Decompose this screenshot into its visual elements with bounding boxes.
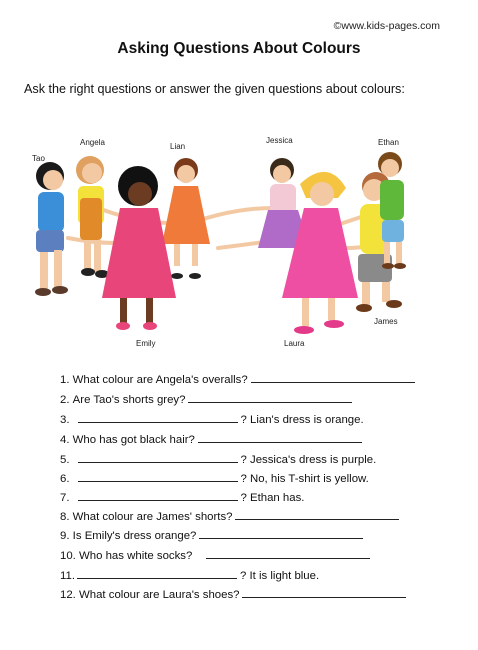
answer-blank[interactable] [206,548,370,559]
question-text: Who has got black hair? [72,434,195,446]
label-lian: Lian [170,142,186,151]
children-circle-illustration [28,128,438,353]
child-emily [102,166,176,330]
question-number: 11. [60,570,75,582]
question-number: 1. [60,374,70,386]
question-12 [60,583,409,601]
question-2 [60,388,355,406]
answer-blank[interactable] [251,372,415,383]
question-9 [60,524,366,542]
answer-blank[interactable] [77,568,237,579]
question-number: 2. [60,394,70,406]
question-text: What colour are Angela's overalls? [72,374,248,386]
question-6 [60,467,369,485]
label-laura: Laura [284,339,305,348]
question-8 [60,505,402,523]
answer-blank[interactable] [78,452,238,463]
given-answer: ? It is light blue. [240,570,320,582]
question-number: 3. [60,414,70,426]
given-answer: ? Lian's dress is orange. [240,414,364,426]
child-tao [35,162,68,296]
answer-blank[interactable] [78,471,238,482]
child-lian [162,158,210,279]
question-number: 6. [60,473,70,485]
question-5 [60,448,376,466]
label-emily: Emily [136,339,156,348]
answer-blank[interactable] [78,490,238,501]
question-number: 4. [60,434,70,446]
label-jessica: Jessica [266,136,293,145]
answer-blank[interactable] [235,509,399,520]
question-text: Is Emily's dress orange? [72,530,197,542]
answer-blank[interactable] [199,528,363,539]
given-answer: ? Ethan has. [240,492,305,504]
worksheet-instructions: Ask the right questions or answer the given questions about colours: [24,82,405,96]
question-11 [60,564,319,582]
question-1 [60,368,418,386]
question-text: Who has white socks? [79,550,193,562]
label-ethan: Ethan [378,138,399,147]
question-text: What colour are Laura's shoes? [79,589,240,601]
label-angela: Angela [80,138,105,147]
question-number: 12. [60,589,76,601]
worksheet-title: Asking Questions About Colours [117,40,361,57]
given-answer: ? Jessica's dress is purple. [240,454,377,466]
question-number: 9. [60,530,70,542]
question-text: Are Tao's shorts grey? [72,394,186,406]
child-angela [76,156,109,278]
question-4 [60,428,365,446]
answer-blank[interactable] [242,587,406,598]
copyright-notice: ©www.kids-pages.com [333,20,440,32]
label-tao: Tao [32,154,45,163]
answer-blank[interactable] [78,412,238,423]
answer-blank[interactable] [198,432,362,443]
given-answer: ? No, his T-shirt is yellow. [240,473,369,485]
question-text: What colour are James' shorts? [72,511,233,523]
question-number: 8. [60,511,70,523]
question-10 [60,544,373,562]
question-number: 5. [60,454,70,466]
question-number: 10. [60,550,76,562]
question-7 [60,486,304,504]
question-3 [60,408,364,426]
question-number: 7. [60,492,70,504]
label-james: James [374,317,398,326]
answer-blank[interactable] [188,392,352,403]
